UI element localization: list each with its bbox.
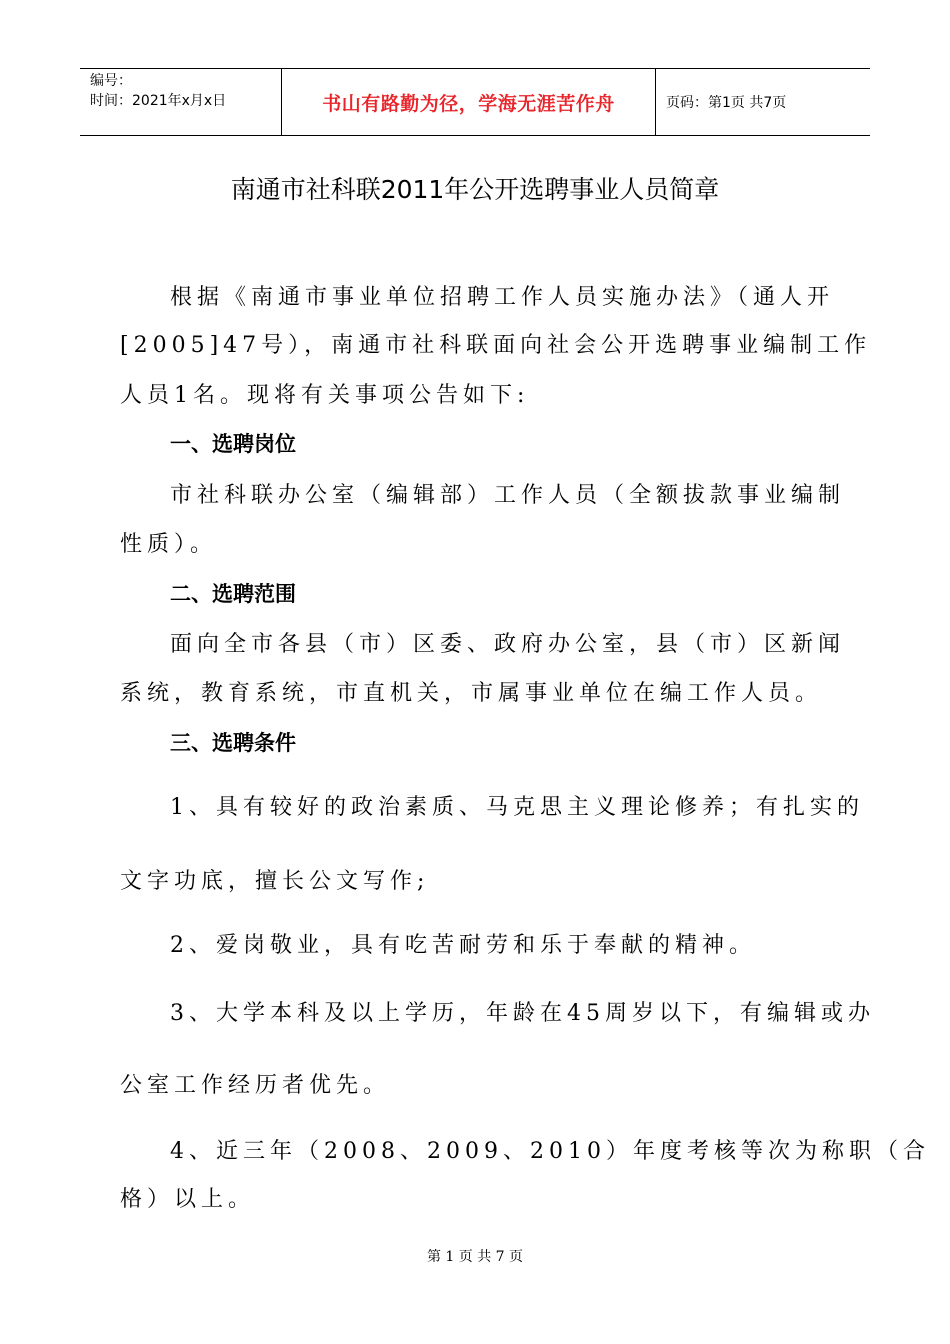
section-1-line-2: 性质）。	[120, 532, 218, 557]
condition-1-line-2: 文字功底，擅长公文写作;	[120, 869, 430, 894]
section-1-line-1: 市社科联办公室（编辑部）工作人员（全额拔款事业编制	[170, 483, 846, 508]
intro-line-2: [2005]47号），南通市社科联面向社会公开选聘事业编制工作	[120, 333, 872, 358]
page-info: 页码：第1页 共7页	[666, 95, 787, 111]
section-1-heading: 一、选聘岗位	[170, 432, 296, 456]
document-title: 南通市社科联2011年公开选聘事业人员简章	[230, 175, 720, 204]
condition-4-line-1: 4、近三年（2008、2009、2010）年度考核等次为称职（合	[170, 1139, 930, 1164]
condition-4-line-2: 格）以上。	[120, 1187, 256, 1212]
time-label: 时间：2021年x月x日	[90, 93, 227, 109]
header-page-info	[656, 69, 870, 135]
section-3-heading: 三、选聘条件	[170, 731, 296, 755]
page-footer: 第 1 页 共 7 页	[426, 1249, 524, 1265]
intro-line-1: 根据《南通市事业单位招聘工作人员实施办法》（通人开	[170, 285, 835, 310]
number-label: 编号：	[90, 73, 132, 89]
condition-1-line-1: 1、具有较好的政治素质、马克思主义理论修养；有扎实的	[170, 795, 864, 820]
intro-line-3: 人员1名。现将有关事项公告如下:	[120, 383, 530, 408]
motto: 书山有路勤为径，学海无涯苦作舟	[322, 92, 615, 115]
header-meta	[80, 69, 282, 135]
condition-2-line-1: 2、爱岗敬业，具有吃苦耐劳和乐于奉献的精神。	[170, 933, 756, 958]
header-motto-cell	[282, 69, 656, 135]
condition-3-line-1: 3、大学本科及以上学历，年龄在45周岁以下，有编辑或办	[170, 1001, 875, 1026]
condition-3-line-2: 公室工作经历者优先。	[120, 1073, 391, 1098]
section-2-line-2: 系统，教育系统，市直机关，市属事业单位在编工作人员。	[120, 681, 823, 706]
header-table	[80, 68, 870, 136]
section-2-heading: 二、选聘范围	[170, 582, 296, 606]
section-2-line-1: 面向全市各县（市）区委、政府办公室，县（市）区新闻	[170, 632, 846, 657]
